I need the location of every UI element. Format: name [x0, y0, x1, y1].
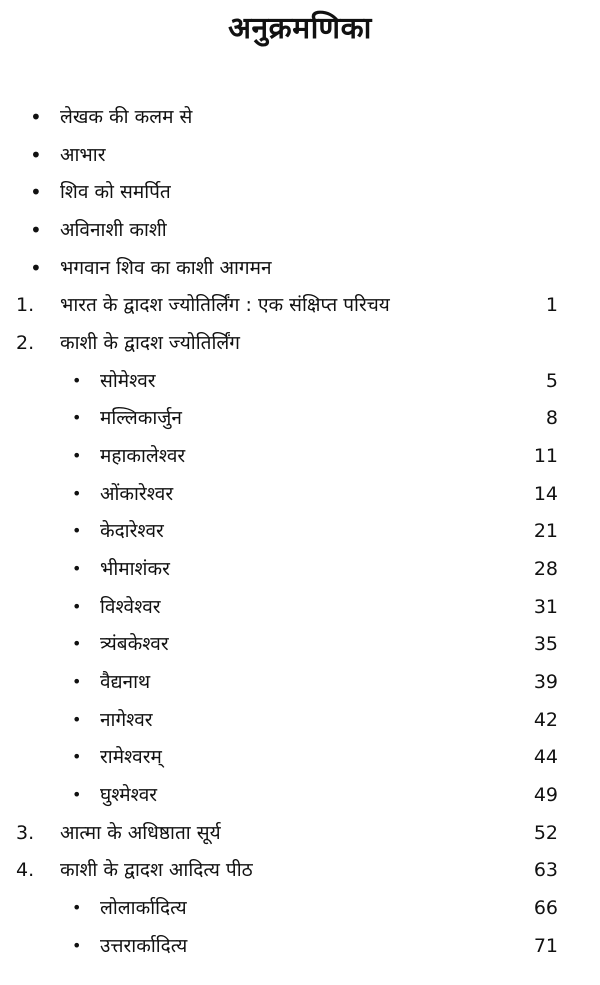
dot-icon: • — [72, 559, 82, 578]
chapter-entry[interactable] — [0, 288, 600, 322]
chapter-number: 3. — [16, 822, 35, 844]
bullet-icon: • — [30, 105, 42, 129]
entry-label: अविनाशी काशी — [60, 219, 167, 241]
entry-label: भारत के द्वादश ज्योतिर्लिंग : एक संक्षिप्त परिचय — [60, 294, 390, 316]
page-number: 44 — [533, 746, 558, 768]
sub-entry[interactable] — [0, 364, 600, 398]
entry-label: महाकालेश्वर — [100, 445, 186, 467]
sub-entry[interactable] — [0, 740, 600, 774]
page-number: 66 — [533, 897, 558, 919]
entry-label: आभार — [60, 144, 106, 166]
entry-label: घुश्मेश्वर — [100, 784, 158, 806]
entry-label: नागेश्वर — [100, 709, 153, 731]
entry-label: सोमेश्वर — [100, 370, 156, 392]
entry-label: काशी के द्वादश ज्योतिर्लिंग — [60, 332, 240, 354]
sub-entry[interactable] — [0, 703, 600, 737]
chapter-entry[interactable] — [0, 853, 600, 887]
entry-label: मल्लिकार्जुन — [100, 407, 182, 429]
dot-icon: • — [72, 597, 82, 616]
page-title: अनुक्रमणिका — [228, 11, 372, 46]
page-number: 21 — [533, 520, 558, 542]
sub-entry[interactable] — [0, 665, 600, 699]
page-number: 11 — [533, 445, 558, 467]
entry-label: त्र्यंबकेश्वर — [100, 633, 169, 655]
entry-label: काशी के द्वादश आदित्य पीठ — [60, 859, 253, 881]
page-number: 28 — [533, 558, 558, 580]
page-number: 63 — [533, 859, 558, 881]
front-matter-item[interactable] — [0, 138, 600, 172]
dot-icon: • — [72, 747, 82, 766]
entry-label: भगवान शिव का काशी आगमन — [60, 257, 272, 279]
front-matter-item[interactable] — [0, 175, 600, 209]
entry-label: शिव को समर्पित — [60, 181, 171, 203]
entry-label: केदारेश्वर — [100, 520, 164, 542]
entry-label: रामेश्वरम् — [100, 746, 162, 768]
bullet-icon: • — [30, 143, 42, 167]
chapter-entry[interactable] — [0, 326, 600, 360]
sub-entry[interactable] — [0, 778, 600, 812]
front-matter-item[interactable] — [0, 213, 600, 247]
entry-label: भीमाशंकर — [100, 558, 170, 580]
entry-label: विश्वेश्वर — [100, 596, 161, 618]
dot-icon: • — [72, 634, 82, 653]
front-matter-item[interactable] — [0, 251, 600, 285]
entry-label: आत्मा के अधिष्ठाता सूर्य — [60, 822, 221, 844]
bullet-icon: • — [30, 180, 42, 204]
page-number: 49 — [533, 784, 558, 806]
dot-icon: • — [72, 936, 82, 955]
front-matter-item[interactable] — [0, 100, 600, 134]
dot-icon: • — [72, 371, 82, 390]
dot-icon: • — [72, 446, 82, 465]
entry-label: लेखक की कलम से — [60, 106, 193, 128]
bullet-icon: • — [30, 218, 42, 242]
entry-label: लोलार्कादित्य — [100, 897, 187, 919]
page-number: 5 — [545, 370, 558, 392]
sub-entry[interactable] — [0, 514, 600, 548]
page-number: 71 — [533, 935, 558, 957]
page-number: 52 — [533, 822, 558, 844]
page-number: 1 — [545, 294, 558, 316]
dot-icon: • — [72, 484, 82, 503]
page-number: 39 — [533, 671, 558, 693]
dot-icon: • — [72, 710, 82, 729]
dot-icon: • — [72, 521, 82, 540]
sub-entry[interactable] — [0, 590, 600, 624]
chapter-number: 1. — [16, 294, 35, 316]
chapter-number: 4. — [16, 859, 35, 881]
entry-label: उत्तरार्कादित्य — [100, 935, 188, 957]
sub-entry[interactable] — [0, 891, 600, 925]
dot-icon: • — [72, 672, 82, 691]
dot-icon: • — [72, 408, 82, 427]
page-number: 31 — [533, 596, 558, 618]
bullet-icon: • — [30, 256, 42, 280]
dot-icon: • — [72, 898, 82, 917]
page-number: 42 — [533, 709, 558, 731]
sub-entry[interactable] — [0, 627, 600, 661]
entry-label: वैद्यनाथ — [100, 671, 151, 693]
page-number: 14 — [533, 483, 558, 505]
page-number: 35 — [533, 633, 558, 655]
dot-icon: • — [72, 785, 82, 804]
page-number: 8 — [545, 407, 558, 429]
entry-label: ओंकारेश्वर — [100, 483, 174, 505]
chapter-number: 2. — [16, 332, 35, 354]
sub-entry[interactable] — [0, 929, 600, 963]
chapter-entry[interactable] — [0, 816, 600, 850]
sub-entry[interactable] — [0, 401, 600, 435]
sub-entry[interactable] — [0, 477, 600, 511]
sub-entry[interactable] — [0, 439, 600, 473]
sub-entry[interactable] — [0, 552, 600, 586]
